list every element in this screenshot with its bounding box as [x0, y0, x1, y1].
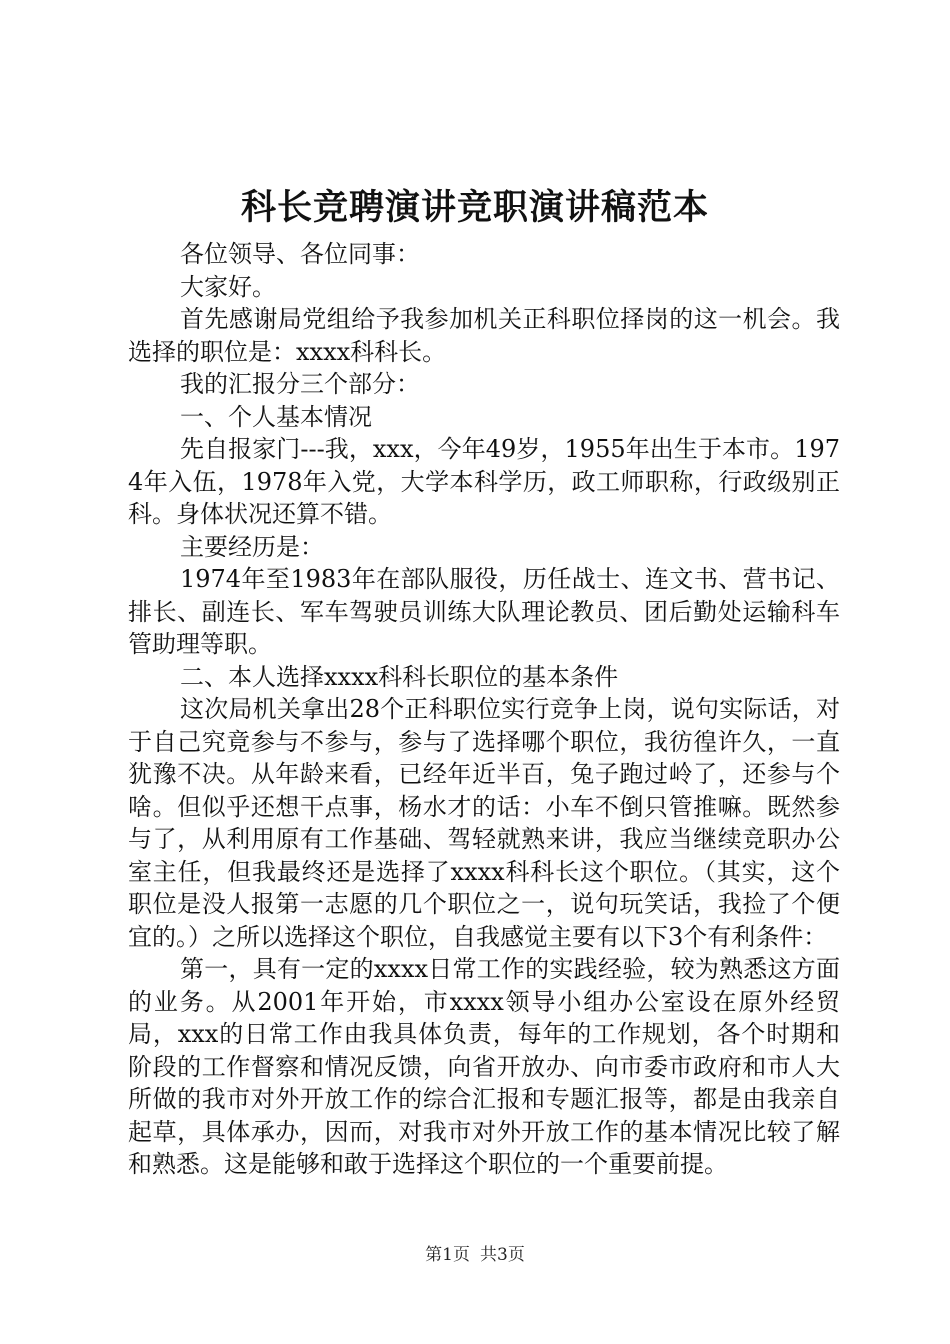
paragraph-military-service: 1974年至1983年在部队服役，历任战士、连文书、营书记、排长、副连长、军车驾驶员训练大队理论教员、团后勤处运输科车管助理等职。 [128, 565, 840, 658]
paragraph-hello: 大家好。 [180, 272, 276, 301]
paragraph-thanks: 首先感谢局党组给予我参加机关正科职位择岗的这一机会。我选择的职位是：xxxx科科长。 [128, 305, 840, 366]
document-title: 科长竞聘演讲竞职演讲稿范本 [240, 187, 709, 228]
paragraph-report-outline: 我的汇报分三个部分： [180, 370, 420, 398]
paragraph-choice-reasoning: 这次局机关拿出28个正科职位实行竞争上岗，说句实际话，对于自己究竟参与不参与，参与了选择哪个职位，我彷徨许久，一直犹豫不决。从年龄来看，已经年近半百，兔子跑过岭了，还参与个啥。但似乎还想干点事，杨水才的话：小车不倒只管推嘛。既然参与了，从利用原有工作基础、驾轻就熟来讲，我应当继续竞职办公室主任，但我最终还是选择了xxxx科科长这个职位。（其实，这个职位是没人报第一志愿的几个职位之一，说句玩笑话，我捡了个便宜的。）之所以选择这个职位，自我感觉主要有以下3个有利条件： [128, 695, 840, 951]
page-number: 第1页 [425, 1245, 470, 1265]
page-footer [0, 1243, 950, 1267]
document-body [128, 238, 840, 1181]
paragraph-experience-label: 主要经历是： [180, 532, 324, 561]
section-heading-conditions: 二、本人选择xxxx科科长职位的基本条件 [180, 662, 619, 691]
paragraph-introduction: 先自报家门---我，xxx，今年49岁，1955年出生于本市。1974年入伍，1978年入党，大学本科学历，政工师职称，行政级别正科。身体状况还算不错。 [128, 435, 840, 528]
paragraph-first-condition: 第一，具有一定的xxxx日常工作的实践经验，较为熟悉这方面的业务。从2001年开始，市xxxx领导小组办公室设在原外经贸局，xxx的日常工作由我具体负责，每年的工作规划，各个时期和阶段的工作督察和情况反馈，向省开放办、向市委市政府和市人大所做的我市对外开放工作的综合汇报和专题汇报等，都是由我亲自起草，具体承办，因而，对我市对外开放工作的基本情况比较了解和熟悉。这是能够和敢于选择这个职位的一个重要前提。 [128, 955, 840, 1178]
section-heading-personal: 一、个人基本情况 [180, 402, 372, 431]
paragraph-greeting: 各位领导、各位同事： [180, 240, 420, 268]
page-total: 共3页 [480, 1245, 525, 1265]
